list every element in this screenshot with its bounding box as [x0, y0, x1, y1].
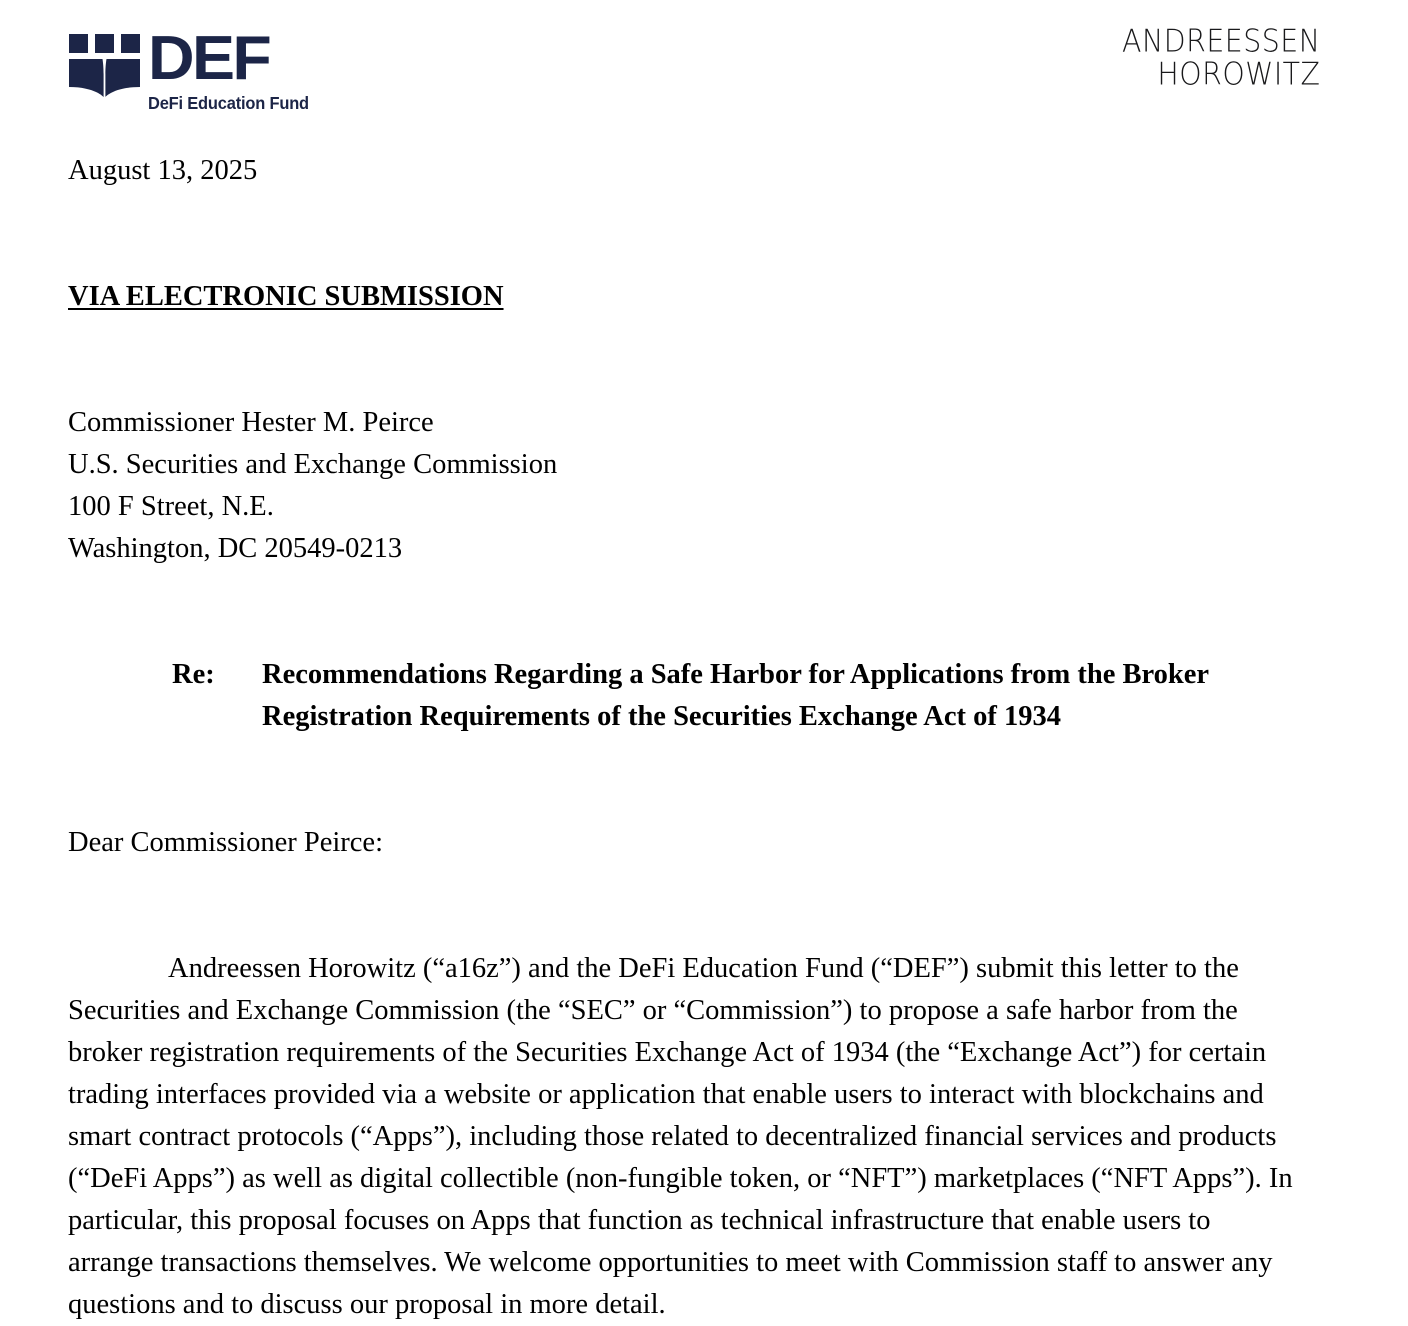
submission-method-heading: VIA ELECTRONIC SUBMISSION — [68, 281, 504, 312]
def-logo — [68, 24, 319, 113]
recipient-line-city-state-zip: Washington, DC 20549-0213 — [68, 533, 403, 564]
recipient-line-name: Commissioner Hester M. Peirce — [68, 407, 434, 438]
body-paragraph-1: Andreessen Horowitz (“a16z”) and the DeFi Education Fund (“DEF”) submit this letter to the Securities and Exchange Commission (the “SEC” or “Commission”) to propose a safe harbor from the broker registration requirements of the Securities Exchange Act of 1934 (the “Exchange Act”) for certain trading interfaces provided via a website or application that enable users to interact with blockchains and smart contract protocols (“Apps”), including those related to decentralized financial services and products (“DeFi Apps”) as well as digital collectible (non-fungible token, or “NFT”) marketplaces (“NFT Apps”). In particular, this proposal focuses on Apps that function as technical infrastructure that enable users to arrange transactions themselves. We welcome opportunities to meet with Commission staff to answer any questions and to discuss our proposal in more detail. — [68, 953, 1293, 1320]
def-wordmark: DEF — [148, 24, 270, 93]
recipient-line-street: 100 F Street, N.E. — [68, 491, 274, 522]
def-wordmark-block — [148, 24, 319, 113]
subject-text: Recommendations Regarding a Safe Harbor for Applications from the Broker Registration Requirements of the Securities Exchange Act of 1934 — [262, 659, 1209, 732]
spacer-after-date-2 — [68, 234, 1303, 276]
andreessen-horowitz-logo — [1118, 24, 1321, 90]
spacer-after-date — [68, 192, 1303, 234]
recipient-line-organization: U.S. Securities and Exchange Commission — [68, 449, 558, 480]
def-subtitle: DeFi Education Fund — [148, 93, 309, 113]
subject-line — [68, 654, 1303, 738]
letter-body — [68, 150, 1303, 1326]
spacer-after-address — [68, 570, 1303, 612]
spacer-after-address-2 — [68, 612, 1303, 654]
subject-label: Re: — [172, 659, 215, 690]
a16z-wordmark-line1: ANDREESSEN — [1121, 22, 1320, 59]
a16z-wordmark-line2: HOROWITZ — [1156, 55, 1320, 92]
letter-date: August 13, 2025 — [68, 155, 258, 186]
spacer-after-submission — [68, 318, 1303, 360]
letterhead — [0, 0, 1408, 130]
spacer-after-submission-2 — [68, 360, 1303, 402]
def-open-book-logo-icon — [68, 34, 142, 102]
spacer-after-salutation-2 — [68, 906, 1303, 948]
spacer-after-salutation — [68, 864, 1303, 906]
salutation: Dear Commissioner Peirce: — [68, 827, 384, 858]
spacer-after-subject — [68, 738, 1303, 780]
spacer-after-subject-2 — [68, 780, 1303, 822]
